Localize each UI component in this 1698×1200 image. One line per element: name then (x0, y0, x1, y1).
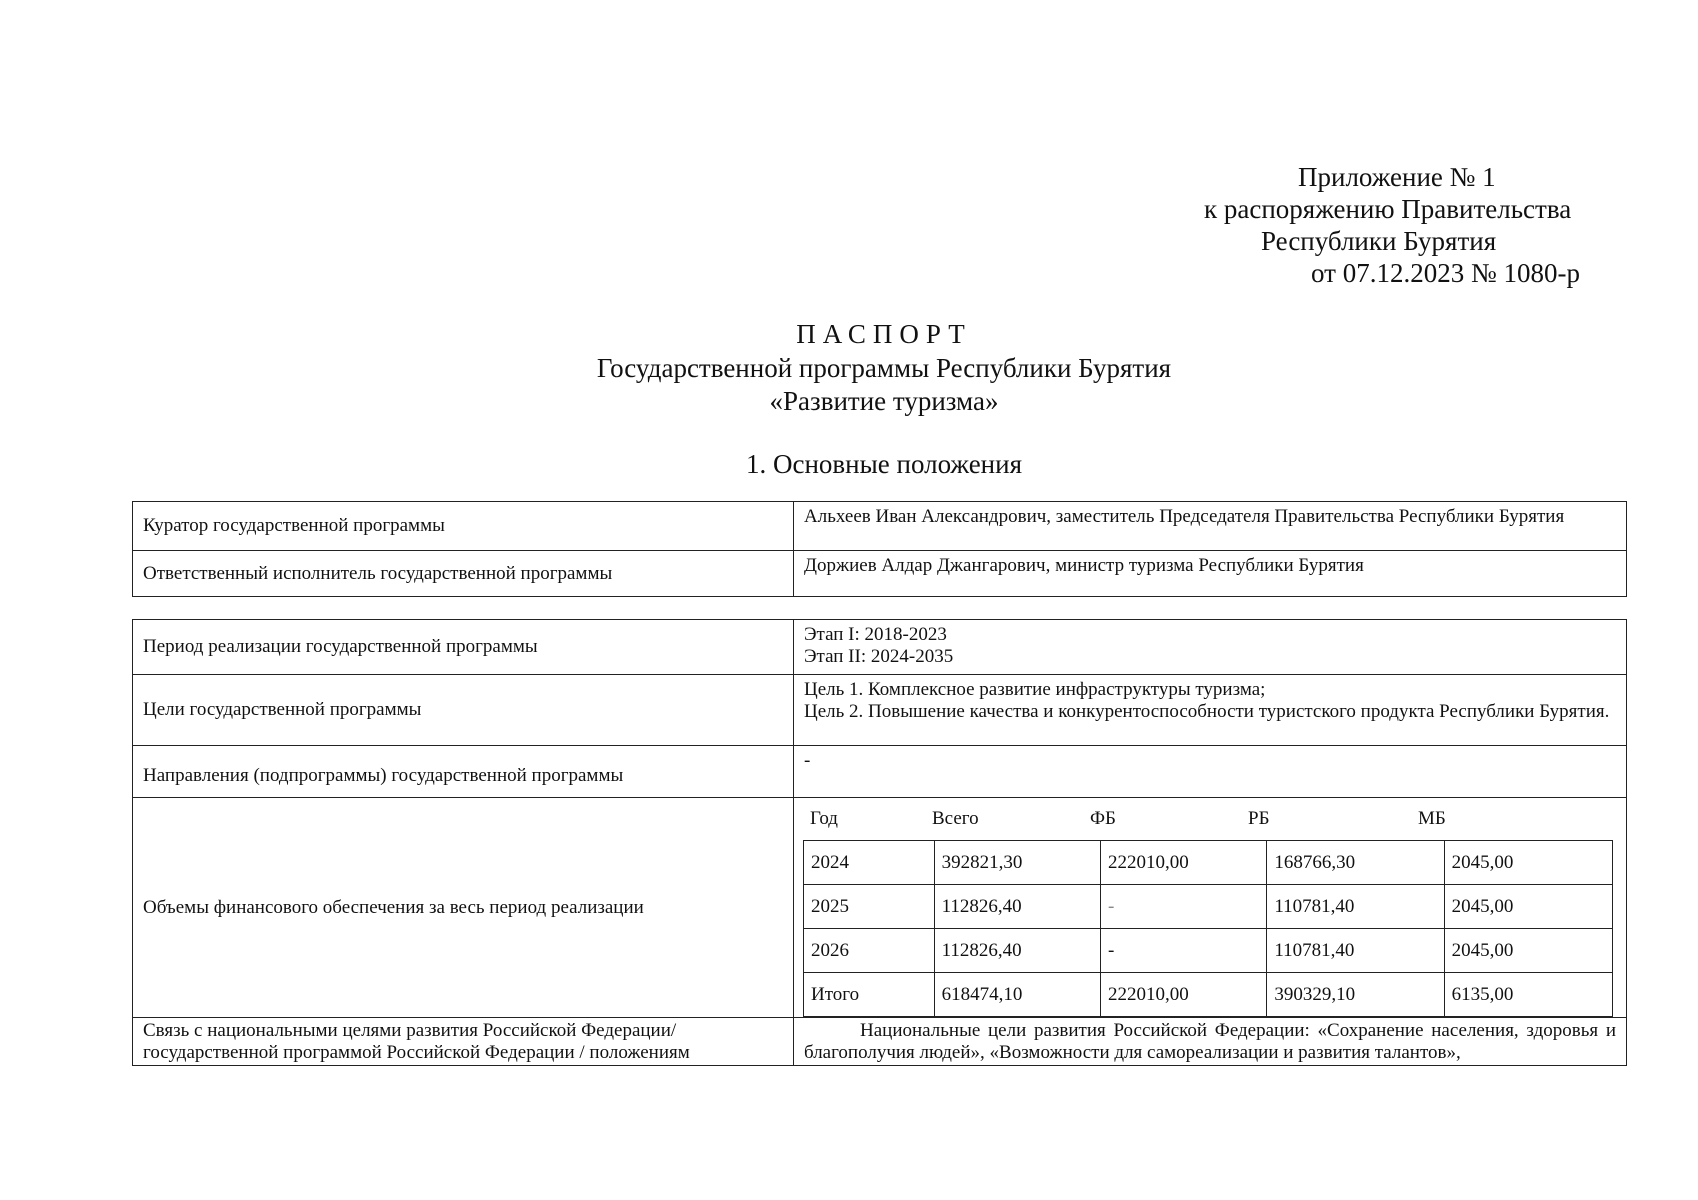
passport-title: ПАСПОРТ (796, 319, 972, 349)
appendix-order: к распоряжению Правительства (1204, 194, 1572, 224)
finance-header (802, 798, 1616, 840)
finance-label: Объемы финансового обеспечения за весь период реализации (133, 798, 794, 1018)
program-title: Государственной программы Республики Бурятия (596, 353, 1172, 383)
executor-label: Ответственный исполнитель государственной программы (133, 551, 794, 597)
table-row (804, 929, 1613, 973)
goal-2: Цель 2. Повышение качества и конкурентоспособности туристского продукта Республики Бурятия. (804, 701, 1610, 722)
program-name: «Развитие туризма» (769, 386, 999, 416)
finance-header-year: Год (810, 808, 838, 829)
program-details-table (132, 619, 1627, 1066)
finance-rb: 168766,30 (1267, 841, 1444, 885)
finance-table (803, 840, 1613, 1017)
section-heading: 1. Основные положения (746, 449, 1022, 479)
finance-total: 618474,10 (934, 973, 1100, 1017)
finance-rb: 110781,40 (1267, 929, 1444, 973)
table-row (133, 551, 1627, 597)
finance-year-total: Итого (804, 973, 935, 1017)
executor-value: Доржиев Алдар Джангарович, министр туризма Республики Бурятия (794, 551, 1627, 597)
finance-total: 392821,30 (934, 841, 1100, 885)
finance-fb: - (1100, 885, 1266, 929)
directions-label: Направления (подпрограммы) государственной программы (133, 746, 794, 798)
table-row (804, 973, 1613, 1017)
finance-mb: 2045,00 (1444, 841, 1612, 885)
finance-header-rb: РБ (1248, 808, 1270, 829)
table-row (804, 885, 1613, 929)
finance-year: 2025 (804, 885, 935, 929)
table-row (133, 1018, 1627, 1066)
period-value (794, 620, 1627, 675)
period-stage-1: Этап I: 2018-2023 (804, 624, 947, 645)
appendix-block (1100, 161, 1600, 289)
goals-label: Цели государственной программы (133, 675, 794, 746)
finance-total: 112826,40 (934, 885, 1100, 929)
table-row (133, 620, 1627, 675)
finance-header-fb: ФБ (1090, 808, 1116, 829)
finance-year: 2024 (804, 841, 935, 885)
goals-value (794, 675, 1627, 746)
period-label: Период реализации государственной программы (133, 620, 794, 675)
finance-fb: - (1100, 929, 1266, 973)
table-row (133, 746, 1627, 798)
curator-label: Куратор государственной программы (133, 502, 794, 551)
finance-header-total: Всего (932, 808, 979, 829)
finance-value (794, 798, 1627, 1018)
finance-rb: 390329,10 (1267, 973, 1444, 1017)
main-info-table (132, 501, 1627, 597)
finance-fb: 222010,00 (1100, 841, 1266, 885)
link-value: Национальные цели развития Российской Федерации: «Сохранение населения, здоровья и благополучия людей», «Возможности для самореализации и развития талантов», (794, 1018, 1627, 1066)
link-label: Связь с национальными целями развития Российской Федерации/ государственной программой Российской Федерации / положениям (133, 1018, 794, 1066)
table-row (133, 675, 1627, 746)
finance-mb: 2045,00 (1444, 885, 1612, 929)
table-row (133, 502, 1627, 551)
goal-1: Цель 1. Комплексное развитие инфраструктуры туризма; (804, 679, 1266, 700)
period-stage-2: Этап II: 2024-2035 (804, 646, 954, 667)
table-row (804, 841, 1613, 885)
finance-total: 112826,40 (934, 929, 1100, 973)
finance-rb: 110781,40 (1267, 885, 1444, 929)
table-row (133, 798, 1627, 1018)
curator-value: Альхеев Иван Александрович, заместитель Председателя Правительства Республики Бурятия (794, 502, 1627, 551)
finance-fb: 222010,00 (1100, 973, 1266, 1017)
appendix-number: Приложение № 1 (1298, 162, 1496, 192)
finance-mb: 2045,00 (1444, 929, 1612, 973)
finance-header-mb: МБ (1418, 808, 1446, 829)
directions-value: - (794, 746, 1627, 798)
finance-year: 2026 (804, 929, 935, 973)
appendix-republic: Республики Бурятия (1261, 226, 1497, 256)
finance-mb: 6135,00 (1444, 973, 1612, 1017)
appendix-date: от 07.12.2023 № 1080-р (1311, 258, 1580, 288)
